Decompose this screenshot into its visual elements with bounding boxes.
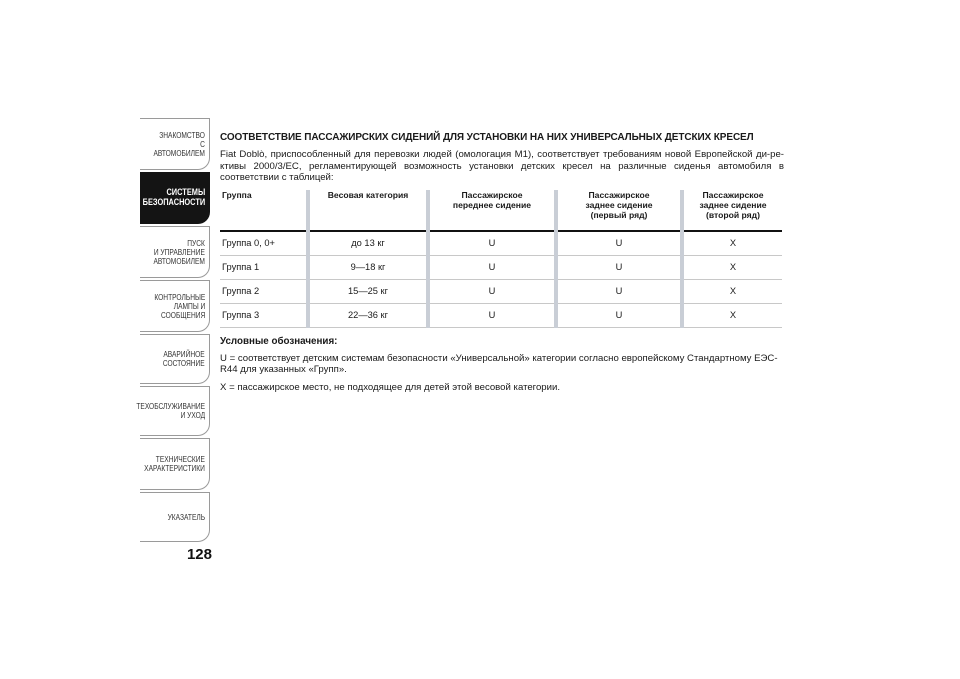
table-header-row <box>220 190 782 231</box>
table-cell: U <box>556 231 682 256</box>
intro-paragraph: Fiat Doblò, приспособленный для перевозки людей (омологация М1), соответствует требованиям новой Европейской ди-рективы 2000/3/ЕС, регламентирующей возможность установки детских кресел на различные сиденья автомобиля в соответствии с таблицей: <box>220 149 784 183</box>
tab-label: КОНТРОЛЬНЫЕ ЛАМПЫ И СООБЩЕНИЯ <box>154 291 205 320</box>
tab-label: АВАРИЙНОЕ СОСТОЯНИЕ <box>163 349 205 368</box>
tab-driving[interactable] <box>140 226 210 278</box>
table-cell: Группа 1 <box>220 255 308 279</box>
table-cell: U <box>428 303 556 327</box>
table-cell: X <box>682 279 782 303</box>
tab-safety[interactable] <box>140 172 210 224</box>
table-cell: X <box>682 303 782 327</box>
table-row <box>220 231 782 256</box>
tab-label: СИСТЕМЫ БЕЗОПАСНОСТИ <box>142 187 205 208</box>
table-cell: U <box>556 303 682 327</box>
page-number: 128 <box>186 546 212 563</box>
table-row <box>220 255 782 279</box>
tab-intro[interactable] <box>140 118 210 170</box>
table-cell: 15—25 кг <box>308 279 428 303</box>
table-cell: X <box>682 231 782 256</box>
table-row <box>220 279 782 303</box>
tab-index[interactable] <box>140 492 210 542</box>
column-header-front-seat: Пассажирское переднее сидение <box>428 190 556 231</box>
tab-label: ЗНАКОМСТВО С АВТОМОБИЛЕМ <box>153 129 205 158</box>
tab-label: УКАЗАТЕЛЬ <box>167 511 205 522</box>
tab-label: ПУСК И УПРАВЛЕНИЕ АВТОМОБИЛЕМ <box>153 237 205 266</box>
legend-item-x: X = пассажирское место, не подходящее для детей этой весовой категории. <box>220 381 561 393</box>
table-cell: U <box>428 255 556 279</box>
table-cell: до 13 кг <box>308 231 428 256</box>
column-header-rear-second-row: Пассажирское заднее сидение (второй ряд) <box>682 190 782 231</box>
legend-item-u: U = соответствует детским системам безопасности «Универсальной» категории согласно европейскому Стандартному ЕЭС-R44 для указанных «Групп». <box>220 352 778 375</box>
column-header-rear-first-row: Пассажирское заднее сидение (первый ряд) <box>556 190 682 231</box>
table-cell: 9—18 кг <box>308 255 428 279</box>
tab-emergency[interactable] <box>140 334 210 384</box>
column-header-weight: Весовая категория <box>308 190 428 231</box>
tab-label: ТЕХНИЧЕСКИЕ ХАРАКТЕРИСТИКИ <box>144 454 205 473</box>
table-cell: U <box>428 279 556 303</box>
table-cell: X <box>682 255 782 279</box>
table-cell: 22—36 кг <box>308 303 428 327</box>
table-cell: U <box>556 255 682 279</box>
tab-maintenance[interactable] <box>136 386 210 436</box>
table-cell: Группа 3 <box>220 303 308 327</box>
section-title: СООТВЕТСТВИЕ ПАССАЖИРСКИХ СИДЕНИЙ ДЛЯ УСТАНОВКИ НА НИХ УНИВЕРСАЛЬНЫХ ДЕТСКИХ КРЕСЕЛ <box>220 132 754 143</box>
table-row <box>220 303 782 327</box>
child-seat-table <box>220 190 782 328</box>
tab-specifications[interactable] <box>140 438 210 490</box>
tab-warning-lights[interactable] <box>140 280 210 332</box>
table-cell: Группа 0, 0+ <box>220 231 308 256</box>
legend-title: Условные обозначения: <box>220 335 338 347</box>
table-cell: U <box>556 279 682 303</box>
main-content <box>220 132 784 399</box>
tab-label: ТЕХОБСЛУЖИВАНИЕ И УХОД <box>136 401 205 420</box>
table-cell: U <box>428 231 556 256</box>
column-header-group: Группа <box>220 190 308 231</box>
table-cell: Группа 2 <box>220 279 308 303</box>
